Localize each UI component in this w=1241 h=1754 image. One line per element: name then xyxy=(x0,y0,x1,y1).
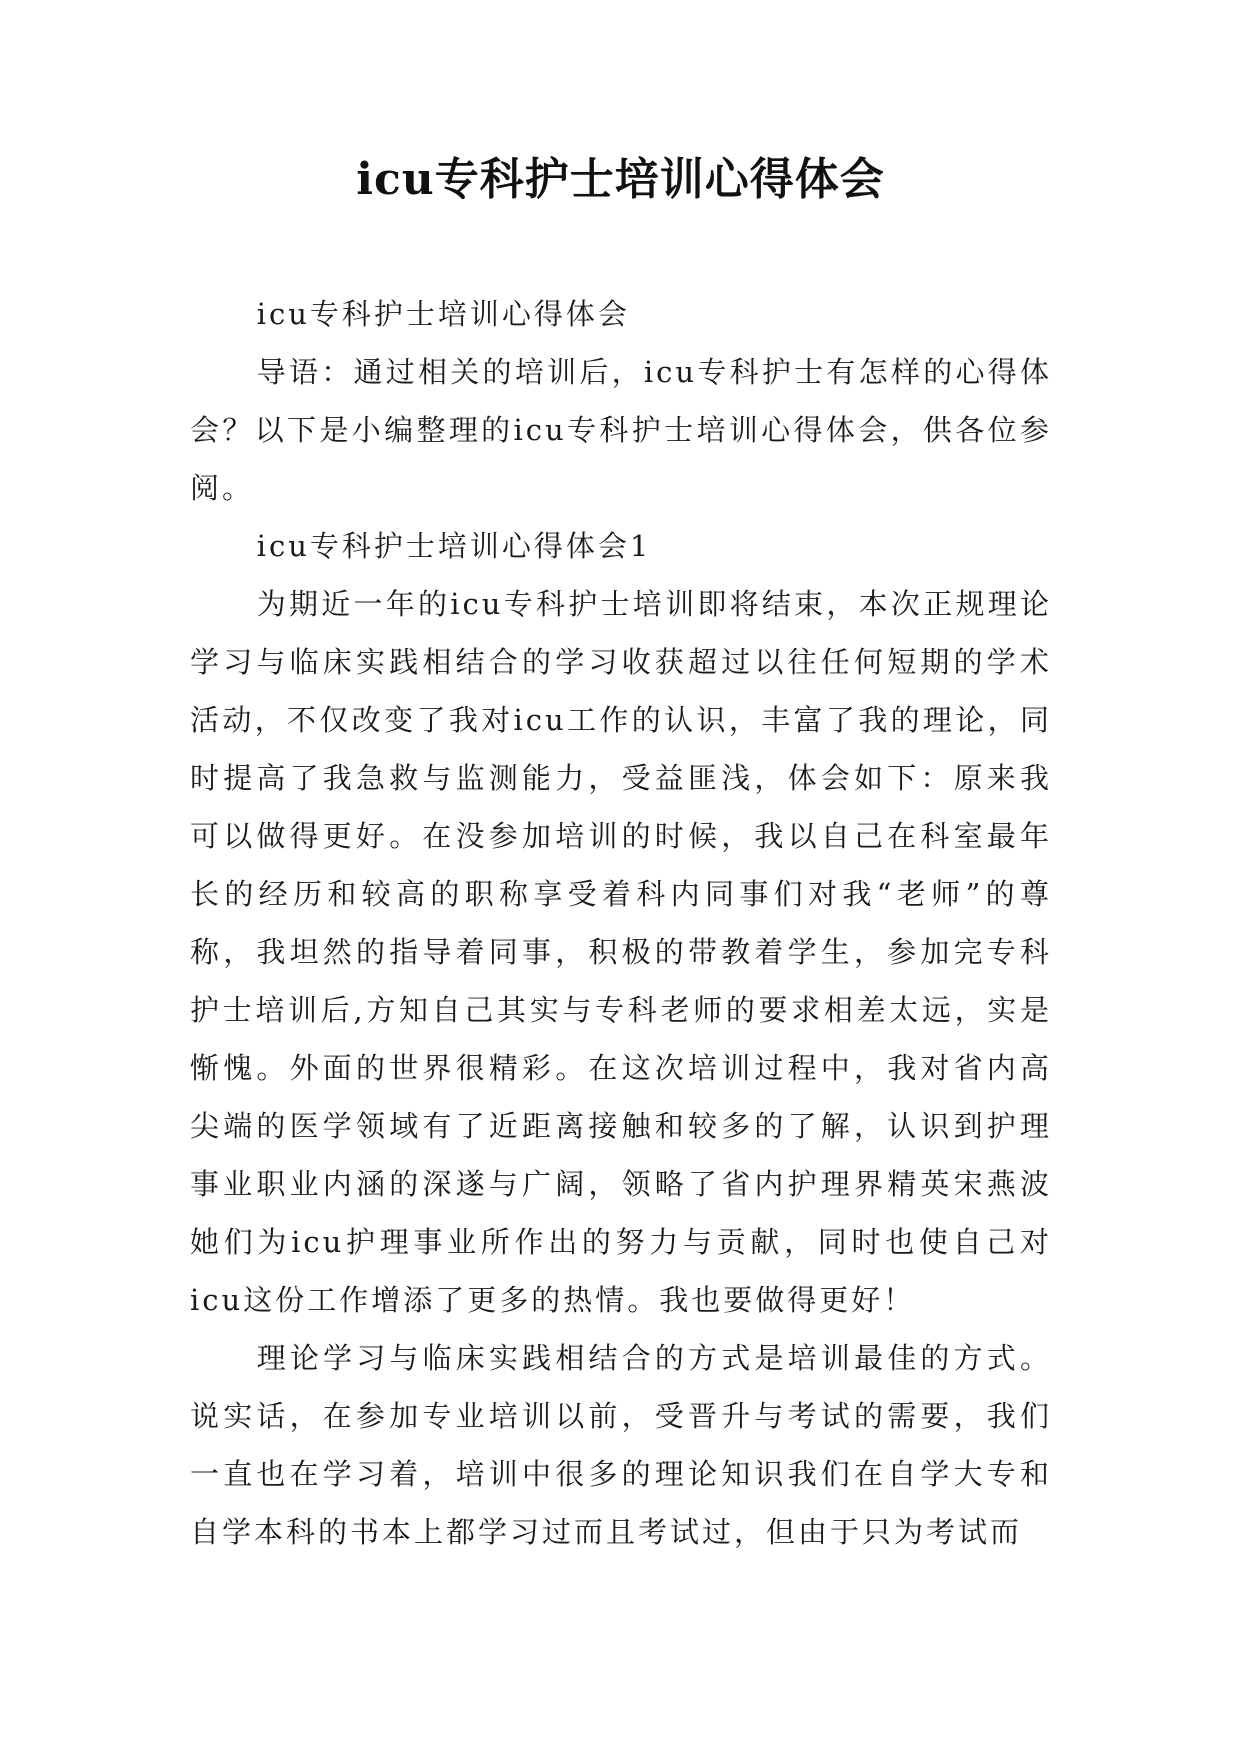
paragraph-section-heading: icu专科护士培训心得体会1 xyxy=(256,529,652,563)
document-title: icu专科护士培训心得体会 xyxy=(356,154,885,205)
paragraph-body-2: 理论学习与临床实践相结合的方式是培训最佳的方式。说实话，在参加专业培训以前，受晋升与考试的需要，我们一直也在学习着，培训中很多的理论知识我们在自学大专和自学本科的书本上都学习过而且考试过，但由于只为考试而 xyxy=(190,1341,1052,1549)
paragraph-intro: 导语：通过相关的培训后，icu专科护士有怎样的心得体会？以下是小编整理的icu专科护士培训心得体会，供各位参阅。 xyxy=(190,355,1052,505)
paragraph-body-1: 为期近一年的icu专科护士培训即将结束，本次正规理论学习与临床实践相结合的学习收获超过以往任何短期的学术活动，不仅改变了我对icu工作的认识，丰富了我的理论，同时提高了我急救与监测能力，受益匪浅，体会如下：原来我可以做得更好。在没参加培训的时候，我以自己在科室最年长的经历和较高的职称享受着科内同事们对我“老师”的尊称，我坦然的指导着同事，积极的带教着学生，参加完专科护士培训后,方知自己其实与专科老师的要求相差太远，实是惭愧。外面的世界很精彩。在这次培训过程中，我对省内高尖端的医学领域有了近距离接触和较多的了解，认识到护理事业职业内涵的深遂与广阔，领略了省内护理界精英宋燕波她们为icu护理事业所作出的努力与贡献，同时也使自己对icu这份工作增添了更多的热情。我也要做得更好！ xyxy=(190,587,1052,1317)
paragraph-subtitle: icu专科护士培训心得体会 xyxy=(256,297,630,331)
document-body xyxy=(190,285,1052,1561)
